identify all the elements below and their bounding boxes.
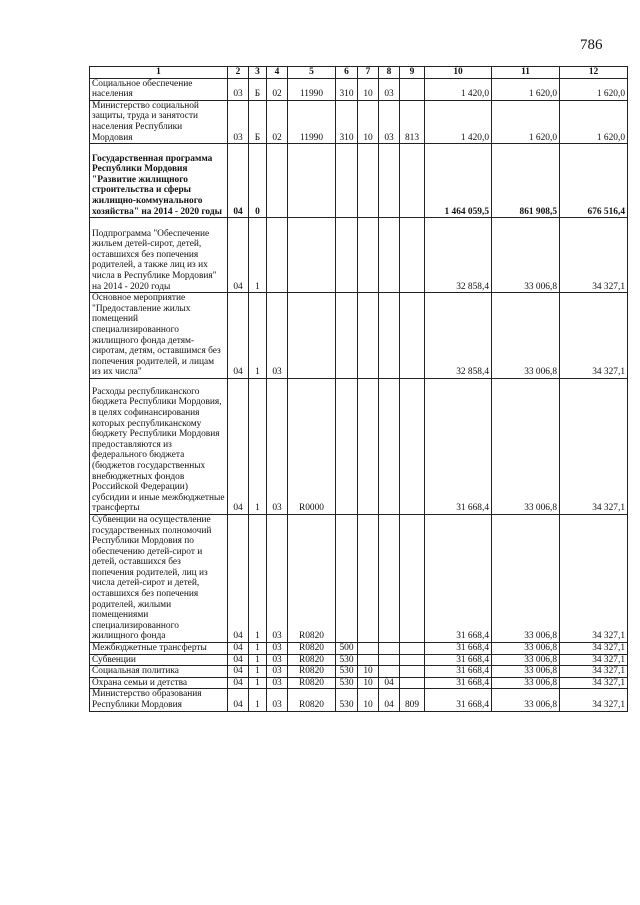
code-cell: 1 [249, 666, 267, 678]
code-cell: 04 [228, 514, 249, 642]
amount-cell: 31 668,4 [425, 689, 492, 711]
row-name-cell: Основное мероприятие "Предоставление жилых помещений специализированного жилищного фонда детям-сиротам, детям, оставшимся без попечения родителей, и лицам из их числа" [90, 293, 228, 379]
code-cell [400, 677, 425, 689]
code-cell: 02 [267, 100, 288, 143]
amount-cell: 31 668,4 [425, 514, 492, 642]
code-cell: 04 [228, 643, 249, 655]
code-cell [358, 654, 379, 666]
code-cell: R0820 [288, 514, 336, 642]
table-row [90, 514, 628, 642]
code-cell [400, 144, 425, 218]
code-cell [400, 514, 425, 642]
row-name-cell: Социальное обеспечение населения [90, 78, 228, 100]
amount-cell: 31 668,4 [425, 643, 492, 655]
row-name-cell: Министерство социальной защиты, труда и занятости населения Республики Мордовия [90, 100, 228, 143]
row-name-cell: Расходы республиканского бюджета Республики Мордовия, в целях софинансирования которых республиканскому бюджету Республики Мордовия предоставляются из федерального бюджета (бюджетов государственных внебюджетных фондов Российской Федерации) субсидии и иные межбюджетные трансферты [90, 378, 228, 514]
amount-cell: 32 858,4 [425, 218, 492, 293]
column-header: 12 [560, 67, 628, 79]
column-header: 10 [425, 67, 492, 79]
row-name-cell: Подпрограмма "Обеспечение жильем детей-сирот, детей, оставшихся без попечения родителей, а также лиц из их числа в Республике Мордовия" на 2014 - 2020 годы [90, 218, 228, 293]
code-cell [379, 514, 400, 642]
code-cell: 04 [379, 689, 400, 711]
code-cell [358, 293, 379, 379]
amount-cell: 32 858,4 [425, 293, 492, 379]
amount-cell: 1 620,0 [560, 78, 628, 100]
code-cell [379, 654, 400, 666]
code-cell [288, 293, 336, 379]
amount-cell: 31 668,4 [425, 378, 492, 514]
code-cell: 10 [358, 666, 379, 678]
code-cell: 03 [267, 666, 288, 678]
code-cell [358, 378, 379, 514]
code-cell: 813 [400, 100, 425, 143]
code-cell: 03 [267, 689, 288, 711]
code-cell: 310 [336, 78, 358, 100]
code-cell: 1 [249, 654, 267, 666]
amount-cell: 34 327,1 [560, 643, 628, 655]
code-cell: 809 [400, 689, 425, 711]
table-row [90, 218, 628, 293]
table-row [90, 378, 628, 514]
amount-cell: 34 327,1 [560, 654, 628, 666]
code-cell: 04 [228, 666, 249, 678]
table-row [90, 144, 628, 218]
code-cell [400, 378, 425, 514]
code-cell [400, 666, 425, 678]
code-cell [336, 144, 358, 218]
code-cell: 10 [358, 677, 379, 689]
row-name-cell: Межбюджетные трансферты [90, 643, 228, 655]
code-cell [379, 378, 400, 514]
code-cell [379, 218, 400, 293]
amount-cell: 33 006,8 [492, 654, 560, 666]
code-cell: R0820 [288, 666, 336, 678]
code-cell: 03 [379, 100, 400, 143]
code-cell: 04 [228, 378, 249, 514]
amount-cell: 33 006,8 [492, 293, 560, 379]
column-header: 7 [358, 67, 379, 79]
row-name-cell: Субвенции [90, 654, 228, 666]
code-cell: 10 [358, 78, 379, 100]
code-cell: 03 [267, 654, 288, 666]
code-cell: Б [249, 78, 267, 100]
table-row [90, 100, 628, 143]
code-cell [400, 293, 425, 379]
code-cell: 10 [358, 100, 379, 143]
column-header: 3 [249, 67, 267, 79]
table-row [90, 689, 628, 711]
amount-cell: 34 327,1 [560, 666, 628, 678]
table-row [90, 654, 628, 666]
code-cell: 310 [336, 100, 358, 143]
code-cell: 530 [336, 654, 358, 666]
amount-cell: 33 006,8 [492, 643, 560, 655]
code-cell: 1 [249, 514, 267, 642]
code-cell: 04 [228, 293, 249, 379]
amount-cell: 1 464 059,5 [425, 144, 492, 218]
code-cell [379, 643, 400, 655]
code-cell [336, 514, 358, 642]
code-cell: 1 [249, 293, 267, 379]
code-cell [400, 78, 425, 100]
code-cell [288, 144, 336, 218]
code-cell [358, 643, 379, 655]
code-cell: 02 [267, 78, 288, 100]
code-cell: 1 [249, 218, 267, 293]
code-cell: 04 [228, 654, 249, 666]
amount-cell: 33 006,8 [492, 689, 560, 711]
amount-cell: 1 620,0 [492, 100, 560, 143]
amount-cell: 34 327,1 [560, 689, 628, 711]
table-body [90, 78, 628, 711]
code-cell: 0 [249, 144, 267, 218]
amount-cell: 1 620,0 [492, 78, 560, 100]
code-cell: 04 [379, 677, 400, 689]
code-cell [358, 144, 379, 218]
code-cell [358, 218, 379, 293]
amount-cell: 34 327,1 [560, 378, 628, 514]
code-cell: 11990 [288, 78, 336, 100]
code-cell: R0000 [288, 378, 336, 514]
row-name-cell: Государственная программа Республики Мордовия "Развитие жилищного строительства и сферы жилищно-коммунального хозяйства" на 2014 - 2020 годы [90, 144, 228, 218]
code-cell [336, 378, 358, 514]
amount-cell: 33 006,8 [492, 378, 560, 514]
amount-cell: 33 006,8 [492, 218, 560, 293]
code-cell: 1 [249, 643, 267, 655]
code-cell: 1 [249, 677, 267, 689]
amount-cell: 31 668,4 [425, 666, 492, 678]
code-cell: 03 [267, 293, 288, 379]
amount-cell: 33 006,8 [492, 514, 560, 642]
column-header: 4 [267, 67, 288, 79]
amount-cell: 34 327,1 [560, 293, 628, 379]
code-cell: R0820 [288, 689, 336, 711]
code-cell [358, 514, 379, 642]
amount-cell: 1 420,0 [425, 78, 492, 100]
code-cell: 04 [228, 144, 249, 218]
table-row [90, 78, 628, 100]
page-number: 786 [580, 37, 603, 53]
code-cell: 03 [267, 378, 288, 514]
table-row [90, 666, 628, 678]
code-cell: 530 [336, 666, 358, 678]
code-cell: 03 [267, 677, 288, 689]
amount-cell: 31 668,4 [425, 677, 492, 689]
table-row [90, 643, 628, 655]
row-name-cell: Субвенции на осуществление государственных полномочий Республики Мордовия по обеспечению детей-сирот и детей, оставшихся без попечения родителей, лиц из числа детей-сирот и детей, оставшихся без попечения родителей, жилыми помещениями специализированного жилищного фонда [90, 514, 228, 642]
code-cell: 03 [379, 78, 400, 100]
column-header: 8 [379, 67, 400, 79]
code-cell [379, 293, 400, 379]
code-cell: 530 [336, 677, 358, 689]
code-cell [400, 654, 425, 666]
code-cell [379, 666, 400, 678]
amount-cell: 34 327,1 [560, 514, 628, 642]
code-cell: 03 [267, 514, 288, 642]
code-cell: R0820 [288, 654, 336, 666]
amount-cell: 31 668,4 [425, 654, 492, 666]
code-cell [267, 144, 288, 218]
code-cell: 04 [228, 218, 249, 293]
code-cell [400, 643, 425, 655]
code-cell [379, 144, 400, 218]
amount-cell: 861 908,5 [492, 144, 560, 218]
row-name-cell: Охрана семьи и детства [90, 677, 228, 689]
code-cell: 03 [228, 100, 249, 143]
amount-cell: 34 327,1 [560, 677, 628, 689]
code-cell: 03 [267, 643, 288, 655]
column-header: 5 [288, 67, 336, 79]
code-cell [336, 293, 358, 379]
column-header: 2 [228, 67, 249, 79]
code-cell: 530 [336, 689, 358, 711]
amount-cell: 1 620,0 [560, 100, 628, 143]
code-cell [336, 218, 358, 293]
row-name-cell: Министерство образования Республики Мордовия [90, 689, 228, 711]
amount-cell: 1 420,0 [425, 100, 492, 143]
table-row [90, 293, 628, 379]
budget-table [89, 66, 628, 712]
code-cell: 500 [336, 643, 358, 655]
column-header: 1 [90, 67, 228, 79]
code-cell: 10 [358, 689, 379, 711]
column-header: 11 [492, 67, 560, 79]
table-header-row [90, 67, 628, 79]
code-cell: 11990 [288, 100, 336, 143]
table-row [90, 677, 628, 689]
amount-cell: 676 516,4 [560, 144, 628, 218]
column-header: 9 [400, 67, 425, 79]
row-name-cell: Социальная политика [90, 666, 228, 678]
code-cell: 1 [249, 689, 267, 711]
code-cell [400, 218, 425, 293]
amount-cell: 34 327,1 [560, 218, 628, 293]
code-cell: R0820 [288, 643, 336, 655]
column-header: 6 [336, 67, 358, 79]
code-cell: Б [249, 100, 267, 143]
code-cell: 04 [228, 689, 249, 711]
code-cell: 1 [249, 378, 267, 514]
amount-cell: 33 006,8 [492, 666, 560, 678]
code-cell [288, 218, 336, 293]
code-cell: 03 [228, 78, 249, 100]
code-cell [267, 218, 288, 293]
code-cell: R0820 [288, 677, 336, 689]
amount-cell: 33 006,8 [492, 677, 560, 689]
code-cell: 04 [228, 677, 249, 689]
